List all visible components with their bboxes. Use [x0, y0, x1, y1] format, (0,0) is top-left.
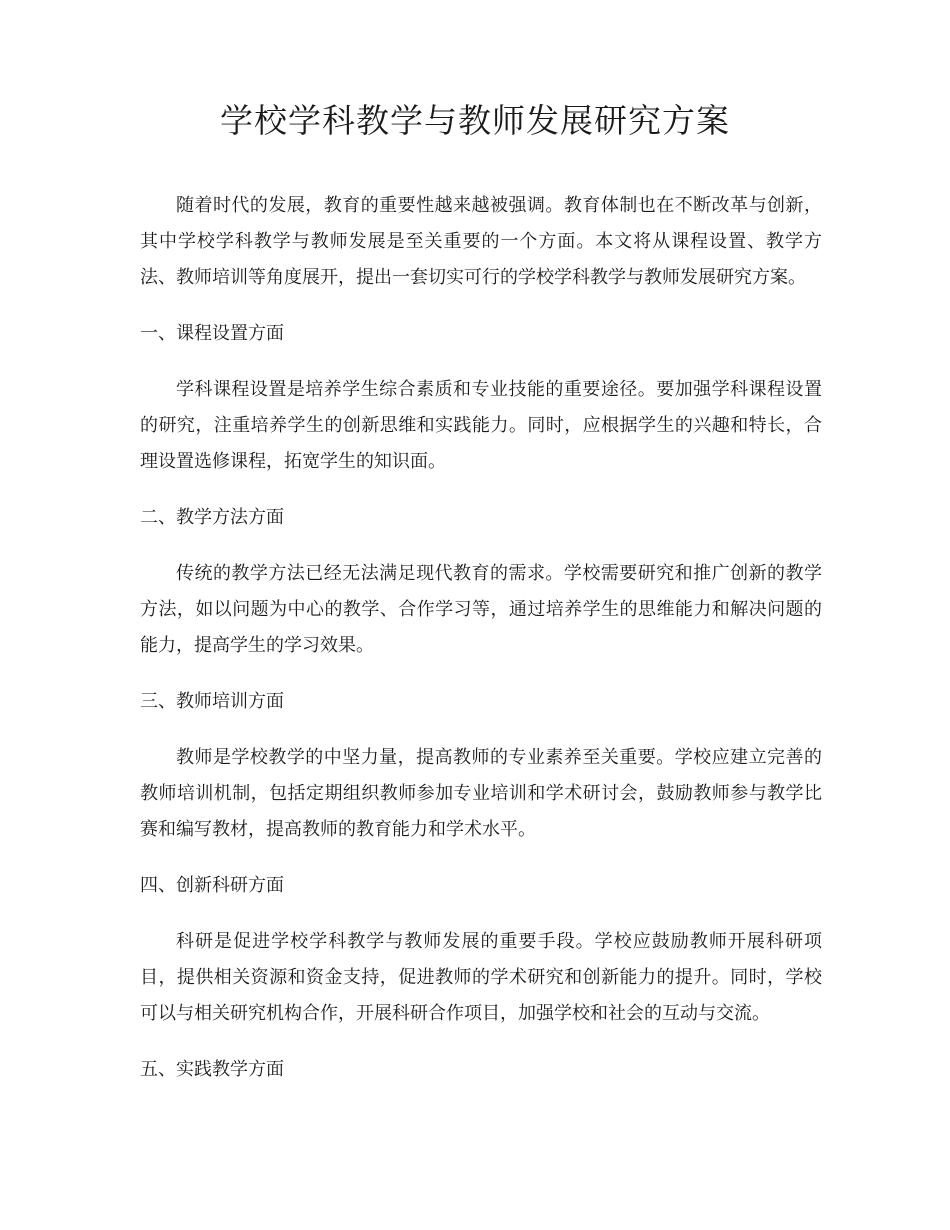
section-heading-practice: 五、实践教学方面 [140, 1059, 284, 1080]
section-heading-teaching-methods: 二、教学方法方面 [140, 507, 284, 528]
section-heading-curriculum: 一、课程设置方面 [140, 323, 284, 344]
section-body-teacher-training: 教师是学校教学的中坚力量，提高教师的专业素养至关重要。学校应建立完善的教师培训机制，包括定期组织教师参加专业培训和学术研讨会，鼓励教师参与教学比赛和编写教材，提高教师的教育能力和学术水平。 [140, 747, 822, 840]
section-heading-teacher-training: 三、教师培训方面 [140, 691, 284, 712]
section-body-curriculum: 学科课程设置是培养学生综合素质和专业技能的重要途径。要加强学科课程设置的研究，注重培养学生的创新思维和实践能力。同时，应根据学生的兴趣和特长，合理设置选修课程，拓宽学生的知识面。 [140, 379, 822, 472]
document-body [140, 188, 822, 1108]
section-heading-research: 四、创新科研方面 [140, 875, 284, 896]
intro-paragraph: 随着时代的发展，教育的重要性越来越被强调。教育体制也在不断改革与创新，其中学校学科教学与教师发展是至关重要的一个方面。本文将从课程设置、教学方法、教师培训等角度展开，提出一套切实可行的学校学科教学与教师发展研究方案。 [140, 195, 822, 288]
section-body-teaching-methods: 传统的教学方法已经无法满足现代教育的需求。学校需要研究和推广创新的教学方法，如以问题为中心的教学、合作学习等，通过培养学生的思维能力和解决问题的能力，提高学生的学习效果。 [140, 563, 822, 656]
section-body-research: 科研是促进学校学科教学与教师发展的重要手段。学校应鼓励教师开展科研项目，提供相关资源和资金支持，促进教师的学术研究和创新能力的提升。同时，学校可以与相关研究机构合作，开展科研合作项目，加强学校和社会的互动与交流。 [140, 931, 822, 1024]
document-title: 学校学科教学与教师发展研究方案 [220, 101, 730, 140]
